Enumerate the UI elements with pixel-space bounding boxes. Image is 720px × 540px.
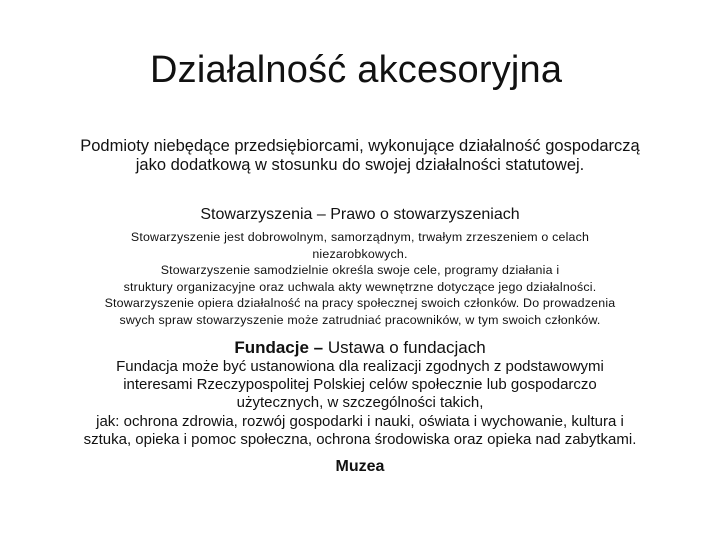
foundations-heading-bold: Fundacje – bbox=[234, 338, 324, 357]
associations-line: Stowarzyszenie jest dobrowolnym, samorządnym, trwałym zrzeszeniem o celach bbox=[130, 230, 590, 244]
intro-line-1: Podmioty niebędące przedsiębiorcami, wykonujące działalność gospodarczą bbox=[80, 137, 640, 155]
foundations-line: jak: ochrona zdrowia, rozwój gospodarki i nauki, oświata i wychowanie, kultura i bbox=[96, 412, 624, 430]
associations-line: swych spraw stowarzyszenie może zatrudniać pracowników, w tym swoich członków. bbox=[119, 312, 601, 327]
associations-line: Stowarzyszenie samodzielnie określa swoje cele, programy działania i bbox=[160, 263, 560, 278]
foundations-line: Fundacja może być ustanowiona dla realizacji zgodnych z podstawowymi bbox=[116, 358, 604, 375]
foundations-line: użytecznych, w szczególności takich, bbox=[236, 394, 484, 412]
intro-text bbox=[60, 137, 660, 175]
foundations-heading bbox=[60, 337, 660, 358]
associations-line: niezarobkowych. bbox=[312, 246, 408, 261]
foundations-heading-rest: Ustawa o fundacjach bbox=[323, 338, 486, 357]
foundations-text bbox=[58, 358, 662, 449]
associations-text bbox=[60, 229, 660, 329]
associations-heading bbox=[60, 205, 660, 225]
foundations-line: sztuka, opieka i pomoc społeczna, ochrona środowiska oraz opieka nad zabytkami. bbox=[83, 430, 637, 448]
associations-heading-bold: Stowarzyszenia bbox=[200, 206, 313, 223]
associations-line: struktury organizacyjne oraz uchwala akty wewnętrzne dotyczące jego działalności. bbox=[123, 279, 597, 294]
intro-line-2: jako dodatkową w stosunku do swojej działalności statutowej. bbox=[135, 156, 585, 174]
slide-title: Działalność akcesoryjna bbox=[150, 49, 563, 91]
museums-heading: Muzea bbox=[335, 458, 385, 475]
associations-line: Stowarzyszenie opiera działalność na pracy społecznej swoich członków. Do prowadzenia bbox=[104, 296, 616, 311]
foundations-line: interesami Rzeczypospolitej Polskiej celów społecznie lub gospodarczo bbox=[123, 376, 597, 394]
associations-heading-rest: – Prawo o stowarzyszeniach bbox=[312, 206, 520, 223]
